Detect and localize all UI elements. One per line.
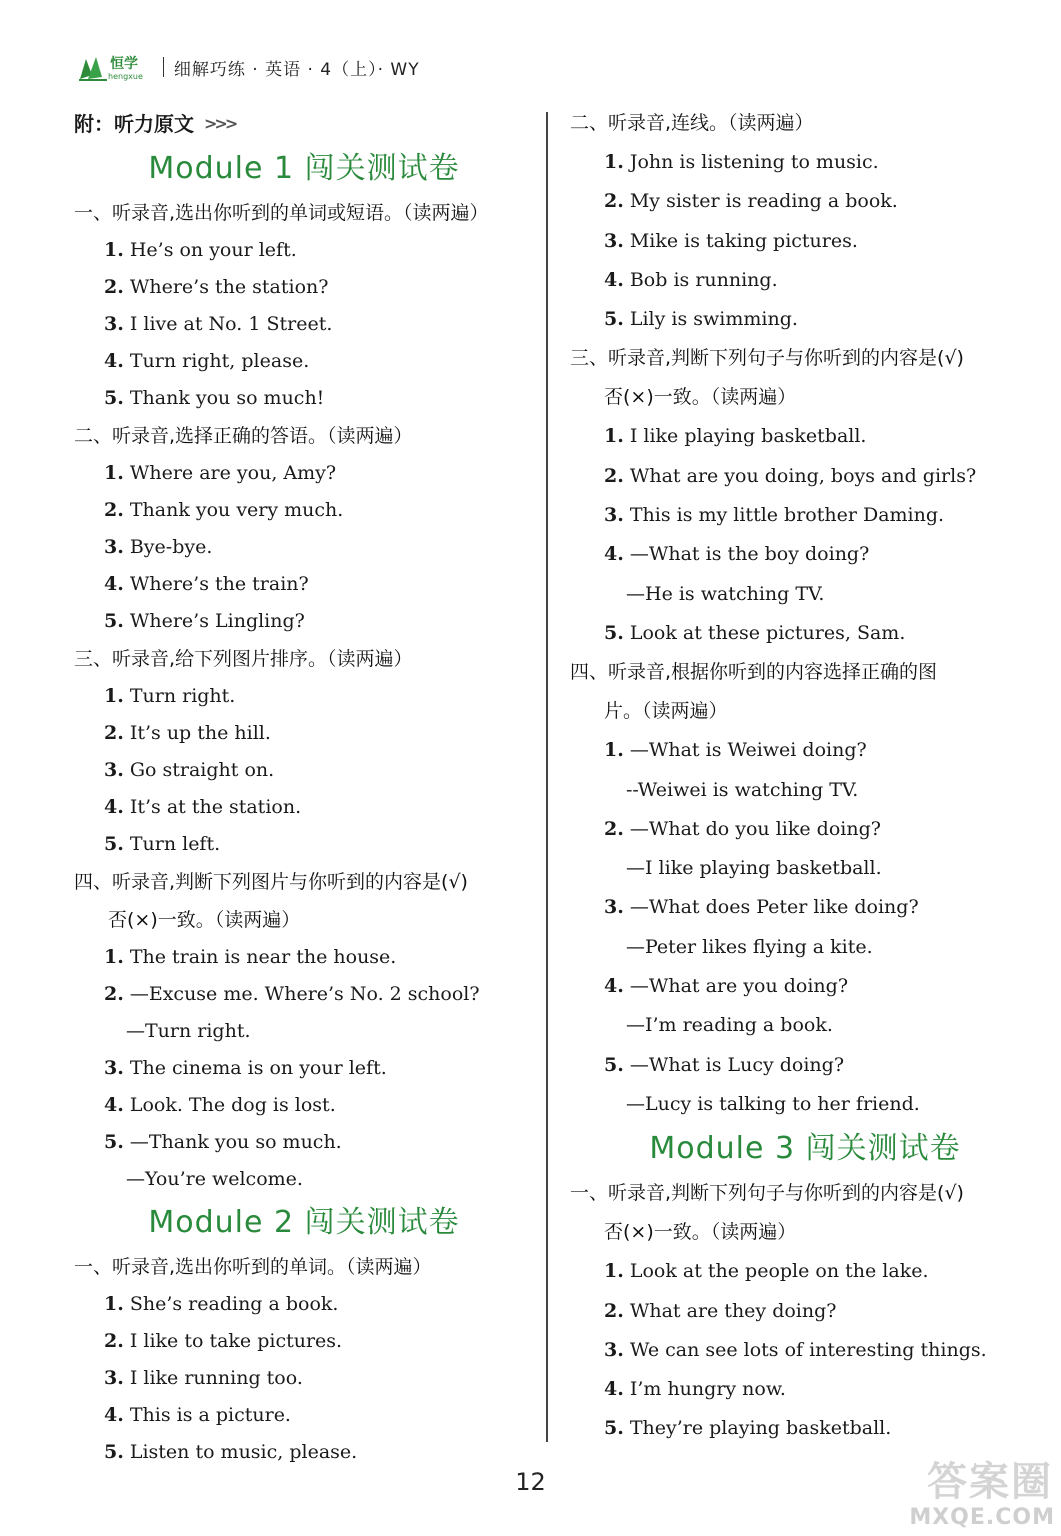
appendix-heading: [74, 104, 534, 144]
list-item: 4. —What is the boy doing?: [604, 543, 870, 566]
list-item: 1. John is listening to music.: [604, 151, 879, 173]
question-heading: 一、听录音,选出你听到的单词。（读两遍）: [74, 1256, 432, 1278]
list-item: 4. Turn right, please.: [104, 350, 310, 372]
list-item: 1. I like playing basketball.: [604, 425, 867, 448]
list-item: 4. Bob is running.: [604, 268, 778, 291]
question-heading: 二、听录音,连线。（读两遍）: [570, 112, 814, 134]
column-divider: [546, 112, 548, 1442]
question-heading: 二、听录音,选择正确的答语。（读两遍）: [74, 425, 413, 447]
list-item-continued: —I’m reading a book.: [626, 1014, 833, 1037]
list-item: 1. —What is Weiwei doing?: [604, 739, 867, 762]
list-item: 1. He’s on your left.: [104, 239, 297, 261]
question-heading-continued: 否(×)一致。（读两遍）: [604, 1221, 797, 1244]
list-item: 2. What are they doing?: [604, 1299, 837, 1322]
list-item: 4. This is a picture.: [104, 1404, 291, 1426]
list-item: 1. Where are you, Amy?: [104, 462, 337, 484]
list-item: 3. Bye-bye.: [104, 536, 213, 558]
module-1-title: Module 1 闯关测试卷: [148, 151, 460, 186]
list-item: 5. Thank you so much!: [104, 387, 325, 409]
list-item-continued: —He is watching TV.: [626, 582, 825, 605]
list-item: 3. We can see lots of interesting things.: [604, 1338, 987, 1361]
list-item: 1. Turn right.: [104, 685, 236, 707]
publisher-logo: [78, 53, 143, 81]
list-item-continued: —Peter likes flying a kite.: [626, 935, 873, 958]
list-item: 2. —Excuse me. Where’s No. 2 school?: [104, 983, 480, 1005]
list-item: 2. What are you doing, boys and girls?: [604, 464, 977, 487]
question-heading: 四、听录音,根据你听到的内容选择正确的图: [570, 661, 938, 684]
appendix-label: 附：听力原文: [74, 112, 194, 136]
list-item: 4. Where’s the train?: [104, 573, 309, 595]
page-number: 12: [515, 1468, 546, 1496]
book-leaf-icon: [78, 55, 108, 81]
list-item: 2. —What do you like doing?: [604, 817, 881, 840]
page-header: [78, 52, 420, 82]
list-item: 2. Thank you very much.: [104, 499, 344, 521]
list-item: 5. Listen to music, please.: [104, 1441, 358, 1463]
header-separator: [163, 57, 164, 77]
watermark-url: MXQE.COM: [909, 1505, 1055, 1530]
list-item-continued: —Turn right.: [126, 1020, 251, 1042]
question-heading-continued: 否(×)一致。（读两遍）: [108, 909, 301, 931]
right-column: [570, 104, 1040, 1449]
list-item: 2. Where’s the station?: [104, 276, 329, 298]
list-item: 5. They’re playing basketball.: [604, 1417, 892, 1440]
list-item: 3. I like running too.: [104, 1367, 303, 1389]
list-item: 5. —What is Lucy doing?: [604, 1053, 845, 1076]
list-item-continued: —Lucy is talking to her friend.: [626, 1092, 920, 1115]
book-title: 细解巧练 · 英语 · 4（上）· WY: [173, 59, 420, 80]
question-heading-continued: 片。（读两遍）: [604, 700, 728, 723]
list-item: 5. Turn left.: [104, 833, 221, 855]
list-item: 4. Look. The dog is lost.: [104, 1094, 336, 1116]
left-column: [74, 104, 534, 1471]
list-item: 5. Lily is swimming.: [604, 308, 798, 331]
list-item: 5. —Thank you so much.: [104, 1131, 342, 1153]
list-item: 4. —What are you doing?: [604, 975, 849, 998]
module-2-title: Module 2 闯关测试卷: [148, 1205, 460, 1240]
list-item: 5. Look at these pictures, Sam.: [604, 621, 906, 644]
list-item: 3. The cinema is on your left.: [104, 1057, 387, 1079]
question-heading-continued: 否(×)一致。（读两遍）: [604, 386, 797, 409]
list-item-continued: --Weiwei is watching TV.: [626, 778, 859, 801]
list-item: 3. Go straight on.: [104, 759, 275, 781]
list-item: 4. It’s at the station.: [104, 796, 302, 818]
list-item: 5. Where’s Lingling?: [104, 610, 305, 632]
question-heading: 三、听录音,判断下列句子与你听到的内容是(√): [570, 347, 964, 370]
list-item: 1. She’s reading a book.: [104, 1293, 339, 1315]
list-item: 2. I like to take pictures.: [104, 1330, 343, 1352]
question-heading: 一、听录音,选出你听到的单词或短语。（读两遍）: [74, 202, 489, 224]
chevron-right-icon: >>>: [204, 114, 236, 133]
watermark-logo-text: 答案圈: [927, 1459, 1053, 1505]
list-item-continued: —I like playing basketball.: [626, 857, 882, 880]
list-item: 3. Mike is taking pictures.: [604, 229, 858, 252]
list-item: 2. It’s up the hill.: [104, 722, 271, 744]
list-item: 1. Look at the people on the lake.: [604, 1260, 929, 1283]
question-heading: 三、听录音,给下列图片排序。（读两遍）: [74, 648, 413, 670]
list-item: 1. The train is near the house.: [104, 946, 397, 968]
question-heading: 一、听录音,判断下列句子与你听到的内容是(√): [570, 1182, 964, 1205]
site-watermark: [885, 1450, 1055, 1530]
list-item: 3. I live at No. 1 Street.: [104, 313, 333, 335]
list-item: 4. I’m hungry now.: [604, 1378, 786, 1401]
question-heading: 四、听录音,判断下列图片与你听到的内容是(√): [74, 871, 468, 893]
list-item-continued: —You’re welcome.: [126, 1168, 303, 1190]
list-item: 3. This is my little brother Daming.: [604, 504, 945, 527]
module-3-title: Module 3 闯关测试卷: [649, 1131, 961, 1167]
list-item: 2. My sister is reading a book.: [604, 190, 898, 213]
list-item: 3. —What does Peter like doing?: [604, 896, 919, 919]
logo-subtext: hengxue: [108, 72, 143, 81]
logo-text: 恒学: [110, 56, 138, 72]
